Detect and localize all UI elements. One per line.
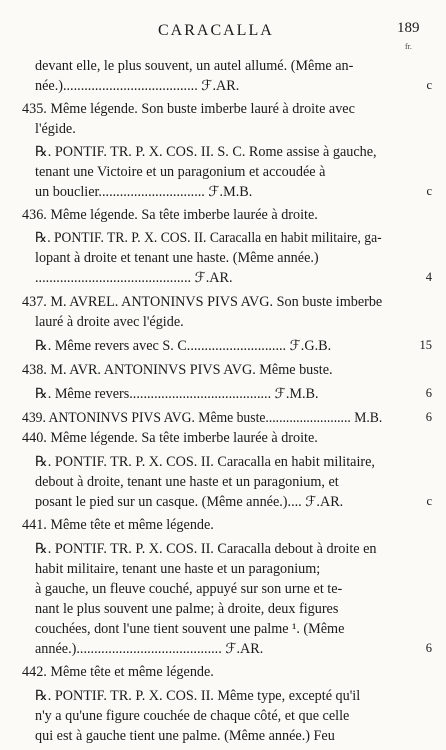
text-line: devant elle, le plus souvent, un autel allumé. (Même an- xyxy=(35,58,354,74)
text-line: qui est à gauche tient une palme. (Même année.) Feu xyxy=(35,728,335,744)
text-line: nant le plus souvent une palme; à droite, deux figures xyxy=(35,601,339,617)
page-number: 189 xyxy=(397,20,420,36)
text-line: ℞. PONTIF. TR. P. X. COS. II. Caracalla en habit militaire, xyxy=(35,454,375,470)
text-line: debout à droite, tenant une haste et un paragonium, et xyxy=(35,474,339,490)
text-line: ℞. Même revers........................................ ℱ.M.B. xyxy=(35,386,319,402)
text-line: couchées, dont l'une tient souvent une palme ¹. (Même xyxy=(35,621,345,637)
text-line: ℞. PONTIF. TR. P. X. COS. II. Même type, excepté qu'il xyxy=(35,688,361,704)
rarity-value: c xyxy=(426,78,432,92)
text-line: 437. M. AVREL. ANTONINVS PIVS AVG. Son buste imberbe xyxy=(22,294,383,310)
text-line: 442. Même tête et même légende. xyxy=(22,664,214,680)
text-line: tenant une Victoire et un paragonium et accoudée à xyxy=(35,164,326,180)
text-line: 441. Même tête et même légende. xyxy=(22,517,214,533)
text-line: 436. Même légende. Sa tête imberbe laurée à droite. xyxy=(22,207,318,223)
text-line: née.)...................................... ℱ.AR. xyxy=(35,78,240,94)
text-line: ............................................ ℱ.AR. xyxy=(35,270,233,286)
text-line: 439. ANTONINVS PIVS AVG. Même buste......................... M.B. xyxy=(22,410,383,426)
text-line: 438. M. AVR. ANTONINVS PIVS AVG. Même buste. xyxy=(22,362,333,378)
text-line: habit militaire, tenant une haste et un paragonium; xyxy=(35,561,321,577)
text-line: ℞. PONTIF. TR. P. X. COS. II. Caracalla debout à droite en xyxy=(35,541,377,557)
text-line: ℞. Même revers avec S. C............................ ℱ.G.B. xyxy=(35,338,332,354)
page-title: CARACALLA xyxy=(158,22,274,39)
text-line: ℞. PONTIF. TR. P. X. COS. II. Caracalla en habit militaire, ga- xyxy=(35,230,382,246)
text-line: lauré à droite avec l'égide. xyxy=(35,314,184,330)
text-line: l'égide. xyxy=(35,121,76,137)
rarity-value: 4 xyxy=(425,270,432,284)
text-line: 440. Même légende. Sa tête imberbe laurée à droite. xyxy=(22,430,318,446)
rarity-value: 6 xyxy=(425,641,432,655)
rarity-value: c xyxy=(426,494,432,508)
rarity-value: 6 xyxy=(425,386,432,400)
text-line: année.)......................................... ℱ.AR. xyxy=(35,641,264,657)
text-line: ℞. PONTIF. TR. P. X. COS. II. S. C. Rome assise à gauche, xyxy=(35,144,377,160)
text-line: un bouclier.............................. ℱ.M.B. xyxy=(35,184,253,200)
text-line: 435. Même légende. Son buste imberbe lauré à droite avec xyxy=(22,101,355,117)
rarity-value: c xyxy=(426,184,432,198)
text-line: à gauche, un fleuve couché, appuyé sur son urne et te- xyxy=(35,581,343,597)
text-line: posant le pied sur un casque. (Même année.).... ℱ.AR. xyxy=(35,494,344,510)
currency-note: fr. xyxy=(405,42,412,51)
rarity-value: 6 xyxy=(425,410,432,424)
text-line: lopant à droite et tenant une haste. (Même année.) xyxy=(35,250,319,266)
text-line: n'y a qu'une figure couchée de chaque côté, et que celle xyxy=(35,708,350,724)
rarity-value: 15 xyxy=(419,338,432,352)
